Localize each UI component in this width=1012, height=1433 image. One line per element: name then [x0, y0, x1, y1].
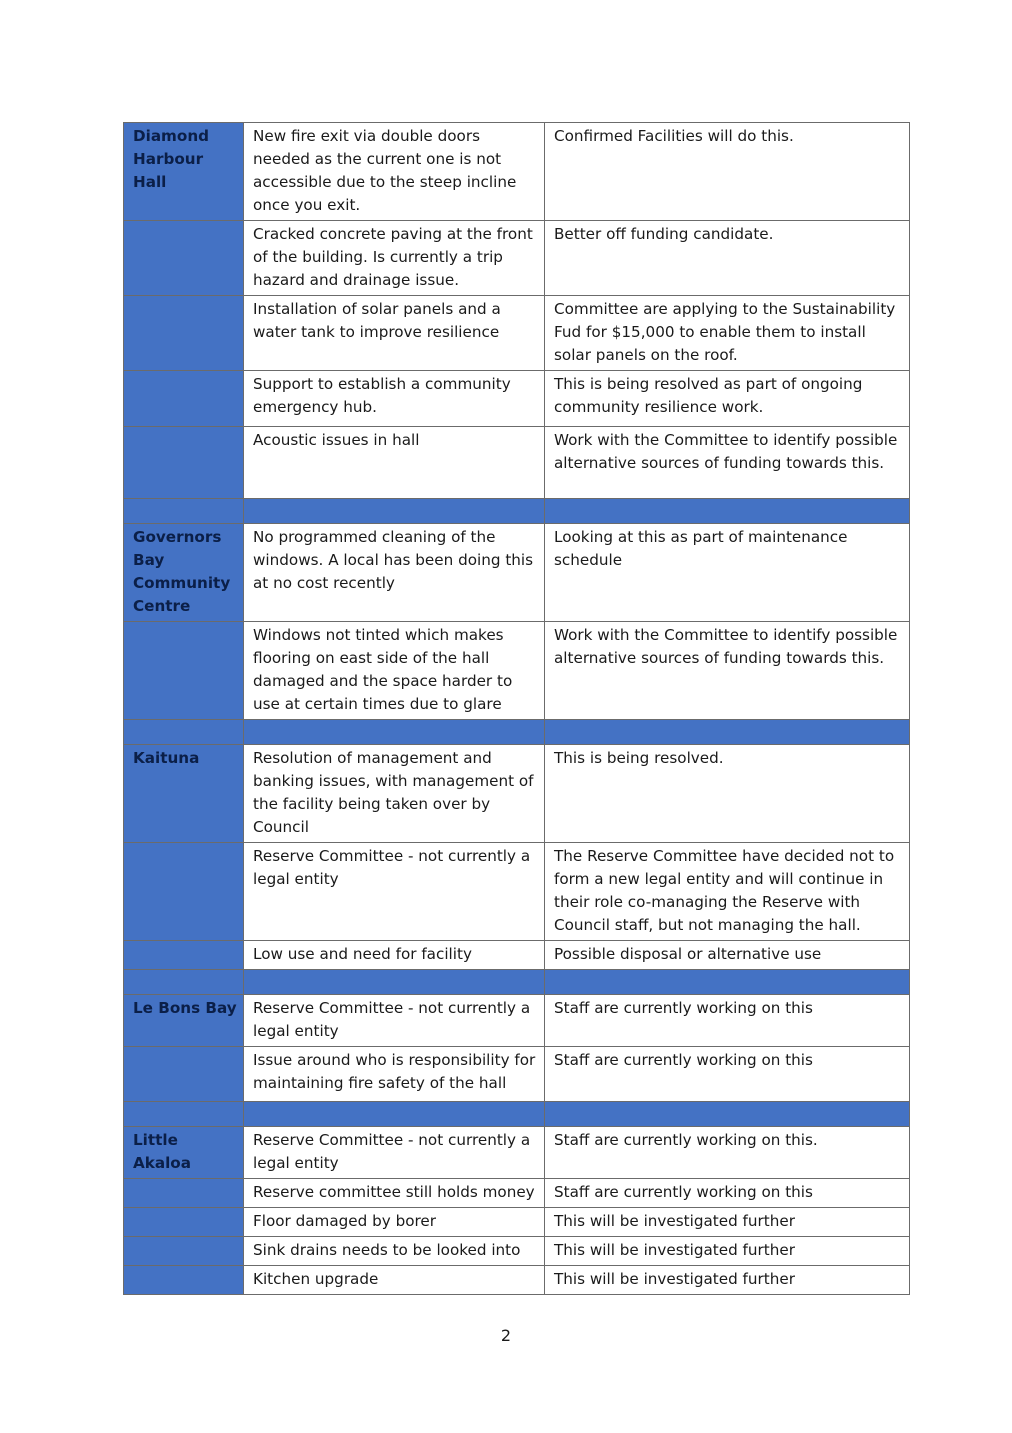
table-row: [124, 995, 910, 1047]
venue-name: Kaituna: [124, 745, 244, 843]
section-separator-row: [124, 499, 910, 524]
response-cell: Staff are currently working on this.: [545, 1127, 910, 1179]
response-cell: This will be investigated further: [545, 1237, 910, 1266]
issue-cell: Resolution of management and banking issues, with management of the facility being taken over by Council: [244, 745, 545, 843]
issue-cell: New fire exit via double doors needed as the current one is not accessible due to the steep incline once you exit.: [244, 123, 545, 221]
issue-cell: Reserve committee still holds money: [244, 1179, 545, 1208]
issue-cell: Windows not tinted which makes flooring on east side of the hall damaged and the space harder to use at certain times due to glare: [244, 622, 545, 720]
venue-name: Diamond Harbour Hall: [124, 123, 244, 221]
issue-cell: Acoustic issues in hall: [244, 427, 545, 499]
table-row: [124, 1237, 910, 1266]
venue-cell-empty: [124, 843, 244, 941]
table-row: [124, 427, 910, 499]
venue-name: Governors Bay Community Centre: [124, 524, 244, 622]
response-cell: This is being resolved as part of ongoing community resilience work.: [545, 371, 910, 427]
issue-cell: Floor damaged by borer: [244, 1208, 545, 1237]
table-row: [124, 1179, 910, 1208]
table-row: [124, 123, 910, 221]
venue-cell-empty: [124, 221, 244, 296]
table-row: [124, 1127, 910, 1179]
venue-cell-empty: [124, 371, 244, 427]
issue-cell: Cracked concrete paving at the front of the building. Is currently a trip hazard and drainage issue.: [244, 221, 545, 296]
response-cell: This is being resolved.: [545, 745, 910, 843]
issue-cell: Kitchen upgrade: [244, 1266, 545, 1295]
venue-cell-empty: [124, 1047, 244, 1102]
issue-cell: Sink drains needs to be looked into: [244, 1237, 545, 1266]
issue-cell: Reserve Committee - not currently a legal entity: [244, 1127, 545, 1179]
venue-cell-empty: [124, 622, 244, 720]
table-row: [124, 941, 910, 970]
table-row: [124, 1208, 910, 1237]
table-row: [124, 622, 910, 720]
table-row: [124, 1047, 910, 1102]
table-row: [124, 843, 910, 941]
response-cell: Work with the Committee to identify possible alternative sources of funding towards this.: [545, 427, 910, 499]
response-cell: Committee are applying to the Sustainability Fud for $15,000 to enable them to install solar panels on the roof.: [545, 296, 910, 371]
response-cell: Better off funding candidate.: [545, 221, 910, 296]
section-separator-row: [124, 970, 910, 995]
response-cell: Staff are currently working on this: [545, 1047, 910, 1102]
venue-name: Le Bons Bay: [124, 995, 244, 1047]
venue-name: Little Akaloa: [124, 1127, 244, 1179]
response-cell: Staff are currently working on this: [545, 1179, 910, 1208]
table-row: [124, 745, 910, 843]
venue-cell-empty: [124, 1179, 244, 1208]
table-row: [124, 221, 910, 296]
section-separator-row: [124, 720, 910, 745]
venue-cell-empty: [124, 1237, 244, 1266]
response-cell: This will be investigated further: [545, 1266, 910, 1295]
issue-cell: No programmed cleaning of the windows. A local has been doing this at no cost recently: [244, 524, 545, 622]
table-row: [124, 296, 910, 371]
venue-cell-empty: [124, 296, 244, 371]
issue-cell: Reserve Committee - not currently a legal entity: [244, 995, 545, 1047]
venue-cell-empty: [124, 1208, 244, 1237]
table-row: [124, 371, 910, 427]
table-row: [124, 524, 910, 622]
response-cell: Staff are currently working on this: [545, 995, 910, 1047]
response-cell: Confirmed Facilities will do this.: [545, 123, 910, 221]
section-separator-row: [124, 1102, 910, 1127]
page-number: 2: [500, 1326, 512, 1345]
response-cell: Work with the Committee to identify possible alternative sources of funding towards this.: [545, 622, 910, 720]
issues-table: [123, 122, 910, 1295]
issue-cell: Installation of solar panels and a water tank to improve resilience: [244, 296, 545, 371]
issue-cell: Support to establish a community emergency hub.: [244, 371, 545, 427]
table-row: [124, 1266, 910, 1295]
response-cell: This will be investigated further: [545, 1208, 910, 1237]
venue-cell-empty: [124, 427, 244, 499]
response-cell: Possible disposal or alternative use: [545, 941, 910, 970]
venue-cell-empty: [124, 941, 244, 970]
issue-cell: Issue around who is responsibility for maintaining fire safety of the hall: [244, 1047, 545, 1102]
response-cell: The Reserve Committee have decided not to form a new legal entity and will continue in their role co-managing the Reserve with Council staff, but not managing the hall.: [545, 843, 910, 941]
venue-cell-empty: [124, 1266, 244, 1295]
response-cell: Looking at this as part of maintenance schedule: [545, 524, 910, 622]
issue-cell: Reserve Committee - not currently a legal entity: [244, 843, 545, 941]
issue-cell: Low use and need for facility: [244, 941, 545, 970]
